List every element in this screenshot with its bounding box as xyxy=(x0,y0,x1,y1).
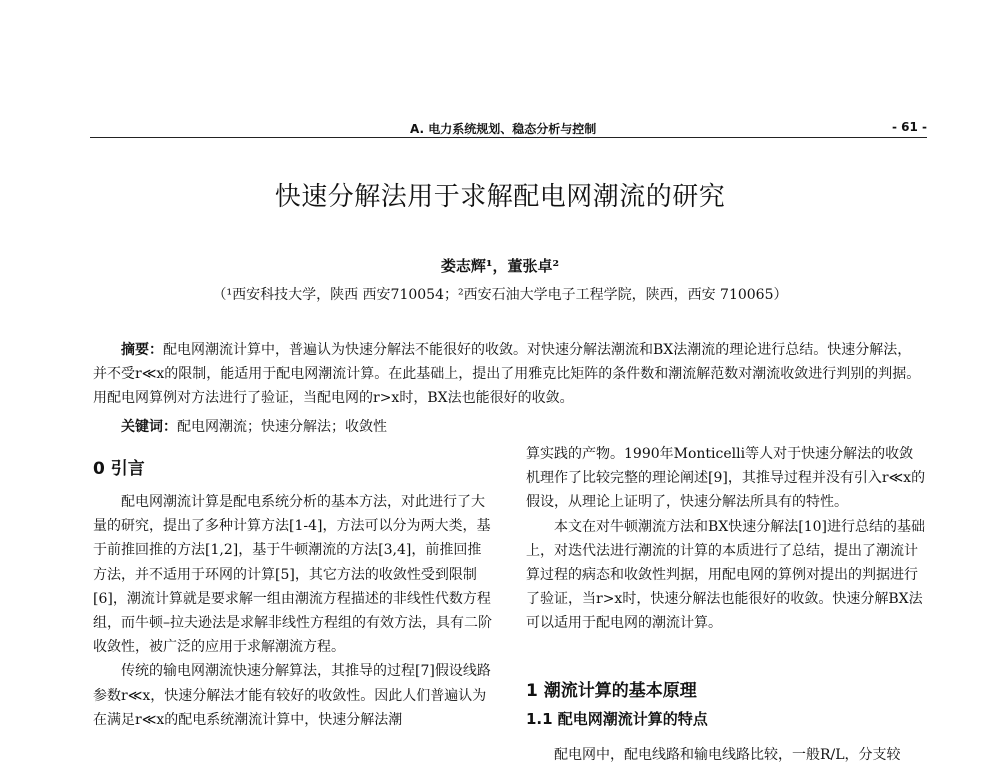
body-paragraph: 算实践的产物。1990年Monticelli等人对于快速分解法的收敛机理作了比较完整的理论阐述[9]，其推导过程并没有引入r≪x的假设，从理论上证明了，快速分解法所具有的特性。 xyxy=(526,446,926,511)
affiliation: （¹西安科技大学，陕西 西安710054；²西安石油大学电子工程学院，陕西，西安 710065） xyxy=(212,287,788,303)
paper-title: 快速分解法用于求解配电网潮流的研究 xyxy=(274,182,726,212)
right-column xyxy=(526,442,926,636)
subsection-1-1-heading: 1.1 配电网潮流计算的特点 xyxy=(526,710,708,728)
body-paragraph: 配电网潮流计算是配电系统分析的基本方法，对此进行了大量的研究，提出了多种计算方法[1-4]，方法可以分为两大类，基于前推回推的方法[1,2]，基于牛顿潮流的方法[3,4]，前推回推方法，并不适用于环网的计算[5]，其它方法的收敛性受到限制[6]，潮流计算就是要求解一组由潮流方程描述的非线性代数方程组，而牛顿–拉夫逊法是求解非线性方程组的有效方法，具有二阶收敛性，被广泛的应用于求解潮流方程。 xyxy=(93,494,492,656)
section-1-heading: 1 潮流计算的基本原理 xyxy=(526,681,697,701)
body-paragraph: 本文在对牛顿潮流方法和BX快速分解法[10]进行总结的基础上，对迭代法进行潮流的计算的本质进行了总结，提出了潮流计算过程的病态和收敛性判据，用配电网的算例对提出的判据进行了验证，当r>x时，快速分解法也能很好的收敛。快速分解BX法可以适用于配电网的潮流计算。 xyxy=(526,518,925,632)
authors: 娄志辉¹，董张卓² xyxy=(440,257,560,275)
running-header: A. 电力系统规划、稳态分析与控制 xyxy=(410,122,597,136)
keywords xyxy=(121,416,387,436)
abstract xyxy=(93,338,923,410)
section-0-heading: 0 引言 xyxy=(93,459,145,479)
body-paragraph: 配电网中，配电线路和输电线路比较，一般R/L，分支较 xyxy=(554,747,901,763)
abstract-paragraph xyxy=(93,338,923,410)
body-paragraph: 传统的输电网潮流快速分解算法，其推导的过程[7]假设线路参数r≪x，快速分解法才能有较好的收敛性。因此人们普遍认为在满足r≪x的配电系统潮流计算中，快速分解法潮 xyxy=(93,663,491,728)
keywords-label: 关键词： xyxy=(121,419,177,435)
keywords-text: 配电网潮流；快速分解法；收敛性 xyxy=(177,419,387,435)
header-rule xyxy=(90,137,927,138)
abstract-label: 摘要： xyxy=(121,342,163,358)
left-column xyxy=(93,490,493,732)
abstract-text: 配电网潮流计算中，普遍认为快速分解法不能很好的收敛。对快速分解法潮流和BX法潮流的理论进行总结。快速分解法，并不受r≪x的限制，能适用于配电网潮流计算。在此基础上，提出了用雅克比矩阵的条件数和潮流解范数对潮流收敛进行判别的判据。用配电网算例对方法进行了验证，当配电网的r>x时，BX法也能很好的收敛。 xyxy=(93,342,921,406)
page-number: - 61 - xyxy=(892,120,928,134)
